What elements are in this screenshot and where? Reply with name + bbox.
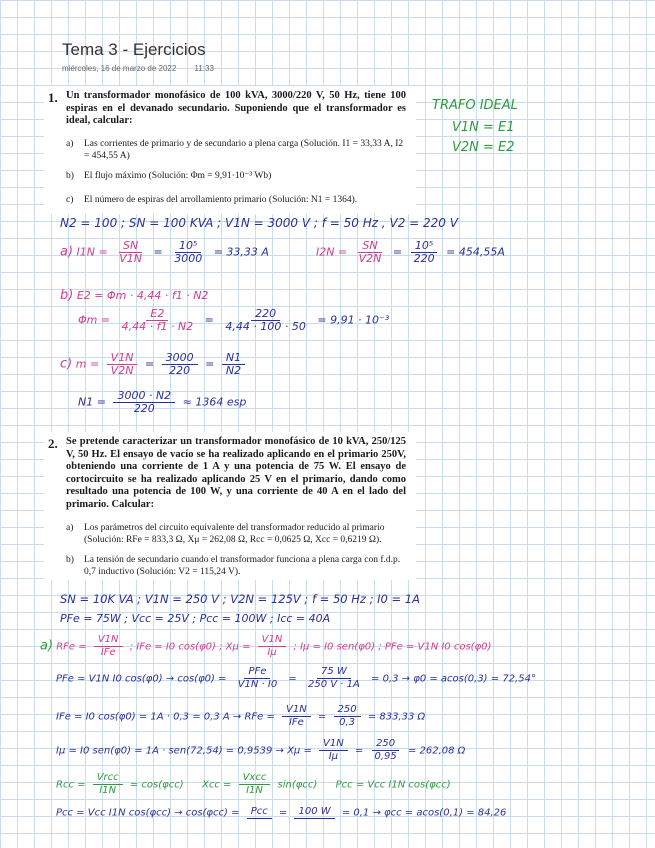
problem2-item-a-label: a) xyxy=(66,523,74,533)
pfe-line: PFe = V1N I0 cos(φ0) → cos(φ0) = $\frac{\text{PFe}}{V1N \cdot I0}$ = $\frac{75 W}{250 V \cdot 1A}$ = 0,3 → φ0 = acos(0,3) = 72,54° xyxy=(56,666,536,690)
problem2-statement: Se pretende caracterizar un transformador monofásico de 10 kVA, 250/125 V, 50 Hz. El ensayo de vacío se ha realizado aplicando en el primario 250V, obteniendo una corriente de 1 A y una potencia de 75 W. El ensayo de cortocircuito se ha realizado aplicando 25 V en el primario, dando como resultado una potencia de 100 W, y una corriente de 40 A en el lado del primario. Calcular: xyxy=(66,436,406,510)
problem1-statement: Un transformador monofásico de 100 kVA, 3000/220 V, 50 Hz, tiene 100 espiras en el devanado secundario. Suponiendo que el transformador es ideal, calcular: xyxy=(66,90,406,126)
m-turns: $\frac{N1}{N2}$ xyxy=(222,352,245,377)
problem1-number: 1. xyxy=(48,90,58,105)
rcc-def: $\frac{\text{Vrcc}}{I1N}$ xyxy=(93,772,123,797)
problem2-item-b: La tensión de secundario cuando el transformador funciona a plena carga con f.d.p. 0,7 inductivo (Solución: V2 = 115,24 V). xyxy=(84,555,401,577)
pcc-def: Pcc = Vcc I1N cos(φcc) xyxy=(335,779,451,791)
cos-phicc-values: 100 W xyxy=(294,806,334,819)
page-title: Tema 3 - Ejercicios xyxy=(62,40,206,59)
problem1-sol-c: c) m = $\frac{V1N}{V2N}$ = $\frac{3000}{220}$ = $\frac{N1}{N2}$ xyxy=(60,352,249,377)
problem2-panel xyxy=(44,432,416,580)
phi0-result: = 0,3 → φ0 = acos(0,3) = 72,54° xyxy=(371,673,536,685)
i1n-symbol: I1N = xyxy=(76,245,108,259)
pcc-line: Pcc = Vcc I1N cos(φcc) → cos(φcc) = Pcc = 100 W = 0,1 → φcc = acos(0,1) = 84,26 xyxy=(56,806,507,819)
i1n-result: = 33,33 A xyxy=(213,245,269,259)
problem1-item-b: El flujo máximo (Solución: Φm = 9,91·10⁻³ Wb) xyxy=(84,171,272,181)
n1-symbol: N1 = xyxy=(78,395,106,409)
problem2-item-b-label: b) xyxy=(66,555,74,565)
problem1-item-b-label: b) xyxy=(66,171,74,181)
imu-def: ; Iμ = I0 sen(φ0) xyxy=(293,641,376,653)
trafo-eq1-note: V1N = E1 xyxy=(452,120,515,135)
problem1-sol-b-eq xyxy=(60,288,208,303)
sol-c-label: c) xyxy=(60,356,73,372)
i2n-symbol: I2N = xyxy=(315,245,348,259)
m-symbol: m = xyxy=(75,357,100,371)
rfe-result: = 833,33 Ω xyxy=(367,711,426,723)
rfe-def: $\frac{V1N}{\text{IFe}}$ xyxy=(94,634,123,659)
imu-line: Iμ = I0 sen(φ0) = 1A · sen(72,54) = 0,9539 → Xμ = $\frac{V1N}{I\mu}$ = $\frac{250}{0,95}$ = 262,08 Ω xyxy=(56,738,466,762)
rfe-formula: $\frac{V1N}{\text{IFe}}$ xyxy=(282,704,311,729)
problem1-item-a-label: a) xyxy=(66,139,74,149)
i1n-formula: $\frac{SN}{V1N}$ xyxy=(119,239,142,265)
cos-phi0-formula: $\frac{\text{PFe}}{V1N \cdot I0}$ xyxy=(237,666,278,690)
trafo-ideal-note: TRAFO IDEAL xyxy=(432,98,518,113)
problem1-item-c: El número de espiras del arrollamiento primario (Solución: N1 = 1364). xyxy=(84,195,358,205)
problem2-defs: a) RFe = $\frac{V1N}{\text{IFe}}$ ; IFe = I0 cos(φ0) ; Xμ = $\frac{V1N}{I\mu}$ ; Iμ = I0 sen(φ0) ; PFe = V1N I0 cos(φ0) xyxy=(40,634,492,658)
trafo-eq2-note: V2N = E2 xyxy=(452,140,515,155)
problem1-item-a: Las corrientes de primario y de secundario a plena carga (Solución. I1 = 33,33 A, I2 = 454,55 A) xyxy=(84,139,404,161)
problem1-given: N2 = 100 ; SN = 100 KVA ; V1N = 3000 V ; f = 50 Hz , V2 = 220 V xyxy=(60,216,458,230)
pfe-def: ; PFe = V1N I0 cos(φ0) xyxy=(378,641,492,653)
problem1-sol-b: Φm = $\frac{E2}{4,44 \cdot f1 \cdot N2}$ = $\frac{220}{4,44 \cdot 100 \cdot 50}$ = 9,91 · 10⁻³ xyxy=(78,307,390,333)
problem1-sol-a: a) I1N = $\frac{SN}{V1N}$ = $\frac{\text{10⁵}}{3000}$ = 33,33 A I2N = $\frac{SN}{V2N}$ = $\frac{\text{10⁵}}{220}$ = 454,55A xyxy=(60,239,505,265)
sol-b-label: b) xyxy=(60,288,74,303)
phi-formula: $\frac{E2}{4,44 \cdot f1 \cdot N2}$ xyxy=(121,307,194,333)
xmu-def: $\frac{V1N}{I\mu}$ xyxy=(258,634,287,659)
m-formula: $\frac{V1N}{V2N}$ xyxy=(107,352,138,377)
xmu-result: = 262,08 Ω xyxy=(407,745,466,757)
page-time: 11:33 xyxy=(194,64,214,73)
problem2-given2: PFe = 75W ; Vcc = 25V ; Pcc = 100W ; Icc = 40A xyxy=(60,612,331,625)
ife-line: IFe = I0 cos(φ0) = 1A · 0,3 = 0,3 A → RFe = $\frac{V1N}{\text{IFe}}$ = $\frac{250}{0,3}$ = 833,33 Ω xyxy=(56,704,426,728)
n1-formula: $\frac{3000 \cdot N2}{220}$ xyxy=(113,390,175,415)
problem1-panel xyxy=(44,86,416,214)
cos-phi0-values: $\frac{75 W}{250 V \cdot 1A}$ xyxy=(307,666,360,690)
i2n-formula: $\frac{SN}{V2N}$ xyxy=(358,239,382,265)
problem2-number: 2. xyxy=(48,436,58,451)
sol2-a-label: a) xyxy=(40,638,54,654)
phi-values: $\frac{220}{4,44 \cdot 100 \cdot 50}$ xyxy=(225,307,306,333)
phicc-result: = 0,1 → φcc = acos(0,1) = 84,26 xyxy=(341,807,507,819)
problem2-given1: SN = 10K VA ; V1N = 250 V ; V2N = 125V ; f = 50 Hz ; I0 = 1A xyxy=(60,592,420,606)
page-date: miércoles, 16 de marzo de 2022 xyxy=(62,64,177,73)
xmu-values: $\frac{250}{0,95}$ xyxy=(370,738,400,763)
i2n-values: $\frac{\text{10⁵}}{220}$ xyxy=(410,240,439,265)
phi-result: = 9,91 · 10⁻³ xyxy=(317,313,390,327)
ife-def: ; IFe = I0 cos(φ0) xyxy=(129,641,216,653)
page-meta xyxy=(62,64,230,73)
rfe-values: $\frac{250}{0,3}$ xyxy=(334,704,361,729)
problem2-item-a: Los parámetros del circuito equivalente del transformador reducido al primario (Solución: RFe = 833,3 Ω, Xμ = 262,08 Ω, Rcc = 0,0625 Ω, Xcc = 0,6219 Ω). xyxy=(84,523,385,545)
n1-result: ≈ 1364 esp xyxy=(182,395,247,409)
i2n-result: = 454,55A xyxy=(446,245,505,259)
problem1-item-c-label: c) xyxy=(66,195,74,205)
problem1-n1 xyxy=(78,390,246,415)
cc-defs: Rcc = $\frac{\text{Vrcc}}{I1N}$ = cos(φcc) Xcc = $\frac{\text{Vxcc}}{I1N}$ sin(φcc) Pcc = Vcc I1N cos(φcc) xyxy=(56,772,451,796)
sol-a-label: a) xyxy=(60,244,74,260)
e2-equation: E2 = Φm · 4,44 · f1 · N2 xyxy=(76,289,209,302)
xmu-formula: $\frac{V1N}{I\mu}$ xyxy=(319,738,348,763)
cos-phicc-formula: Pcc xyxy=(247,806,272,819)
i1n-values: $\frac{\text{10⁵}}{3000}$ xyxy=(174,239,203,265)
m-values: $\frac{3000}{220}$ xyxy=(162,352,198,377)
xcc-def: $\frac{\text{Vxcc}}{I1N}$ xyxy=(239,772,271,797)
phi-symbol: Φm = xyxy=(78,313,111,327)
